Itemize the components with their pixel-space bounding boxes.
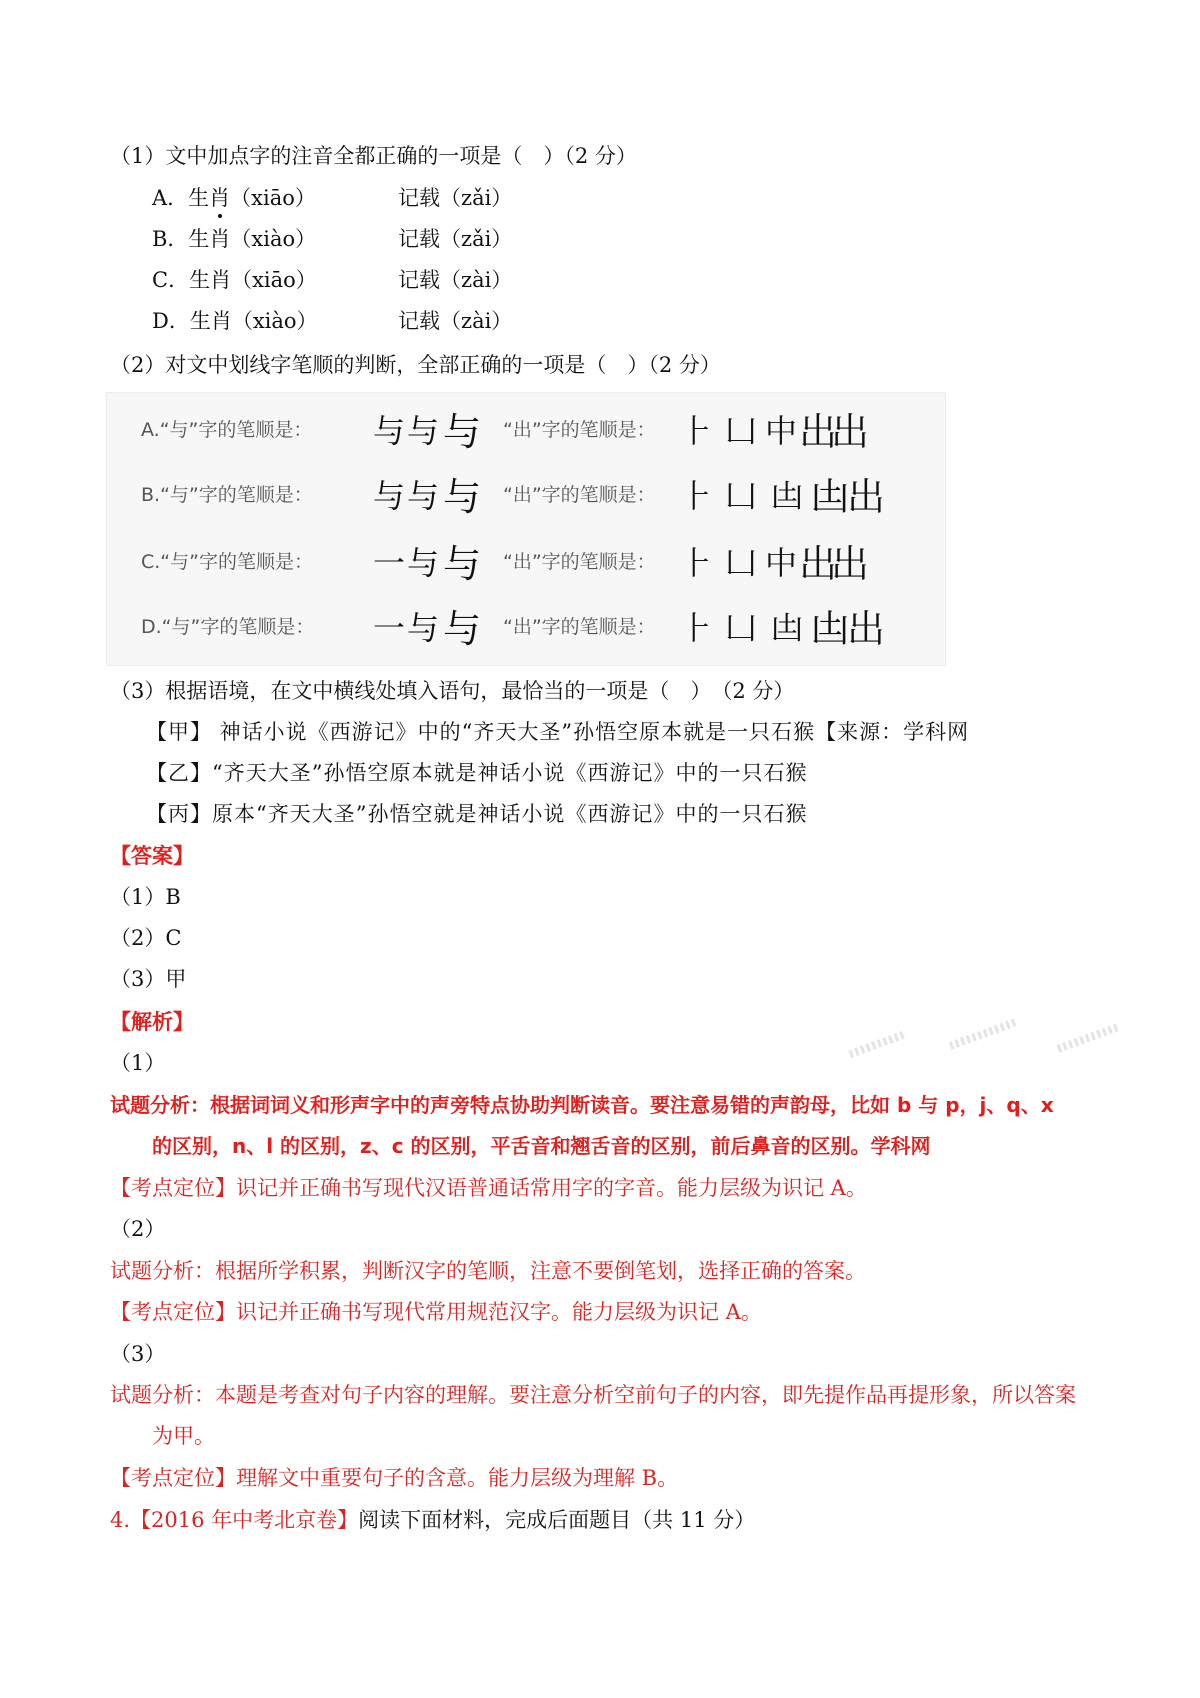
stroke-row-c [131,533,931,593]
analysis-p2-text: 试题分析：根据所学积累，判断汉字的笔顺，注意不要倒笔划，选择正确的答案。 [110,1259,866,1283]
point-text: 理解文中重要句子的含意。能力层级为理解 B。 [236,1466,679,1490]
stroke-row-d-yu-label: D.“与”字的笔顺是： [141,616,315,638]
emphasis-dot-char: 肖 [209,186,231,210]
analysis-p1-line2: 的区别，n、l 的区别，z、c 的区别，平舌音和翘舌音的区别，前后鼻音的区别。学科网 [152,1134,931,1158]
q1-option-b-right: 记载（zǎi） [398,227,513,251]
stroke-yu-step: 与 [407,412,440,450]
q3-option-jia: 【甲】 神话小说《西游记》中的“齐天大圣”孙悟空原本就是一只石猴【来源：学科网 [146,720,970,744]
analysis-p2-number: （2） [110,1217,166,1241]
stroke-chu-step: 出 [831,410,870,454]
point-text: 识记并正确书写现代常用规范汉字。能力层级为识记 A。 [236,1300,762,1324]
stroke-chu-step: 中 [765,544,798,582]
q1-option-c-right: 记载（zài） [398,268,513,292]
stroke-yu-step: 与 [443,542,482,586]
stroke-chu-step: 凷 [811,607,850,651]
stroke-chu-step: 凵 [725,609,758,647]
q1-stem: （1）文中加点字的注音全都正确的一项是（ ）（2 分） [110,144,637,168]
stroke-chu-step: 出 [831,542,870,586]
stroke-chu-step: 出 [847,607,886,651]
stroke-chu-step: 凷 [811,475,850,519]
q1-option-d-right: 记载（zài） [398,309,513,333]
stroke-row-c-chu-label: “出”字的笔顺是： [503,551,656,573]
stroke-chu-step: ⺊ [681,544,714,582]
stroke-yu-step: 与 [443,475,482,519]
q4-number: 4. [110,1508,131,1532]
stroke-row-b-yu-label: B.“与”字的笔顺是： [141,484,313,506]
stroke-row-d [131,598,931,658]
watermark-mark [848,1030,907,1058]
stroke-row-d-chu-label: “出”字的笔顺是： [503,616,656,638]
q1-option-b-label: B．生肖（xiào） [152,227,317,251]
q3-option-yi: 【乙】“齐天大圣”孙悟空原本就是神话小说《西游记》中的一只石猴 [146,761,808,785]
stroke-order-image [106,392,946,666]
q4-text: 阅读下面材料，完成后面题目（共 11 分） [358,1508,756,1532]
answer-heading: 【答案】 [110,844,194,868]
stroke-yu-step: 与 [373,477,406,515]
stroke-yu-step: 与 [407,544,440,582]
q3-stem: （3）根据语境，在文中横线处填入语句，最恰当的一项是（ ） （2 分） [110,679,795,703]
q2-stem: （2）对文中划线字笔顺的判断，全部正确的一项是（ ）（2 分） [110,353,721,377]
point-text: 识记并正确书写现代汉语普通话常用字的字音。能力层级为识记 A。 [236,1176,867,1200]
analysis-p1-line1: 试题分析：根据词词义和形声字中的声旁特点协助判断读音。要注意易错的声韵母，比如 b 与 p，j、q、x [110,1093,1054,1117]
q1-option-d-label: D．生肖（xiào） [152,309,318,333]
analysis-p3-line2: 为甲。 [152,1424,215,1448]
answer-item-2: （2）C [110,926,182,950]
stroke-row-a-chu-label: “出”字的笔顺是： [503,419,656,441]
analysis-p2-point [110,1298,762,1326]
q1-option-c-label: C．生肖（xiāo） [152,268,317,292]
point-tag: 【考点定位】 [110,1466,236,1490]
watermark-mark [949,1018,1018,1049]
stroke-yu-step: 一 [373,609,406,647]
analysis-p3-line1: 试题分析：本题是考查对句子内容的理解。要注意分析空前句子的内容，即先提作品再提形象，所以答案 [110,1383,1076,1407]
stroke-yu-step: 与 [443,410,482,454]
stroke-chu-step: ⺊ [681,477,714,515]
q1-option-a-label: A．生 [152,186,210,210]
watermark-mark [1057,1023,1120,1052]
stroke-yu-step: 与 [373,412,406,450]
analysis-p1-point [110,1174,867,1202]
stroke-row-b-chu-label: “出”字的笔顺是： [503,484,656,506]
q4-heading [110,1506,755,1534]
stroke-chu-step: 凵 [725,544,758,582]
point-tag: 【考点定位】 [110,1300,236,1324]
stroke-chu-step: 中 [765,412,798,450]
stroke-yu-step: 与 [407,477,440,515]
q1-option-a-pinyin: （xiāo） [230,186,316,210]
stroke-chu-step: 凵 [725,477,758,515]
stroke-row-a-yu-label: A.“与”字的笔顺是： [141,419,313,441]
answer-item-1: （1）B [110,885,181,909]
stroke-yu-step: 与 [407,609,440,647]
q1-option-a-right: 记载（zǎi） [398,186,513,210]
stroke-chu-step: 出 [799,410,838,454]
analysis-p1-number: （1） [110,1051,166,1075]
q3-option-bing: 【丙】原本“齐天大圣”孙悟空就是神话小说《西游记》中的一只石猴 [146,802,808,826]
answer-item-3: （3）甲 [110,967,187,991]
stroke-yu-step: 一 [373,544,406,582]
analysis-heading: 【解析】 [110,1010,194,1034]
stroke-yu-step: 与 [443,607,482,651]
q4-source-tag: 【2016 年中考北京卷】 [130,1508,359,1532]
stroke-chu-step: ⺊ [681,412,714,450]
analysis-p3-point [110,1464,678,1492]
stroke-row-a [131,401,931,461]
stroke-chu-step: 凷 [771,609,804,647]
stroke-row-b [131,466,931,526]
analysis-p3-number: （3） [110,1342,166,1366]
stroke-chu-step: 出 [799,542,838,586]
stroke-row-c-yu-label: C.“与”字的笔顺是： [141,551,313,573]
stroke-chu-step: 出 [847,475,886,519]
point-tag: 【考点定位】 [110,1176,236,1200]
stroke-chu-step: 凵 [725,412,758,450]
stroke-chu-step: 凷 [771,477,804,515]
stroke-chu-step: ⺊ [681,609,714,647]
